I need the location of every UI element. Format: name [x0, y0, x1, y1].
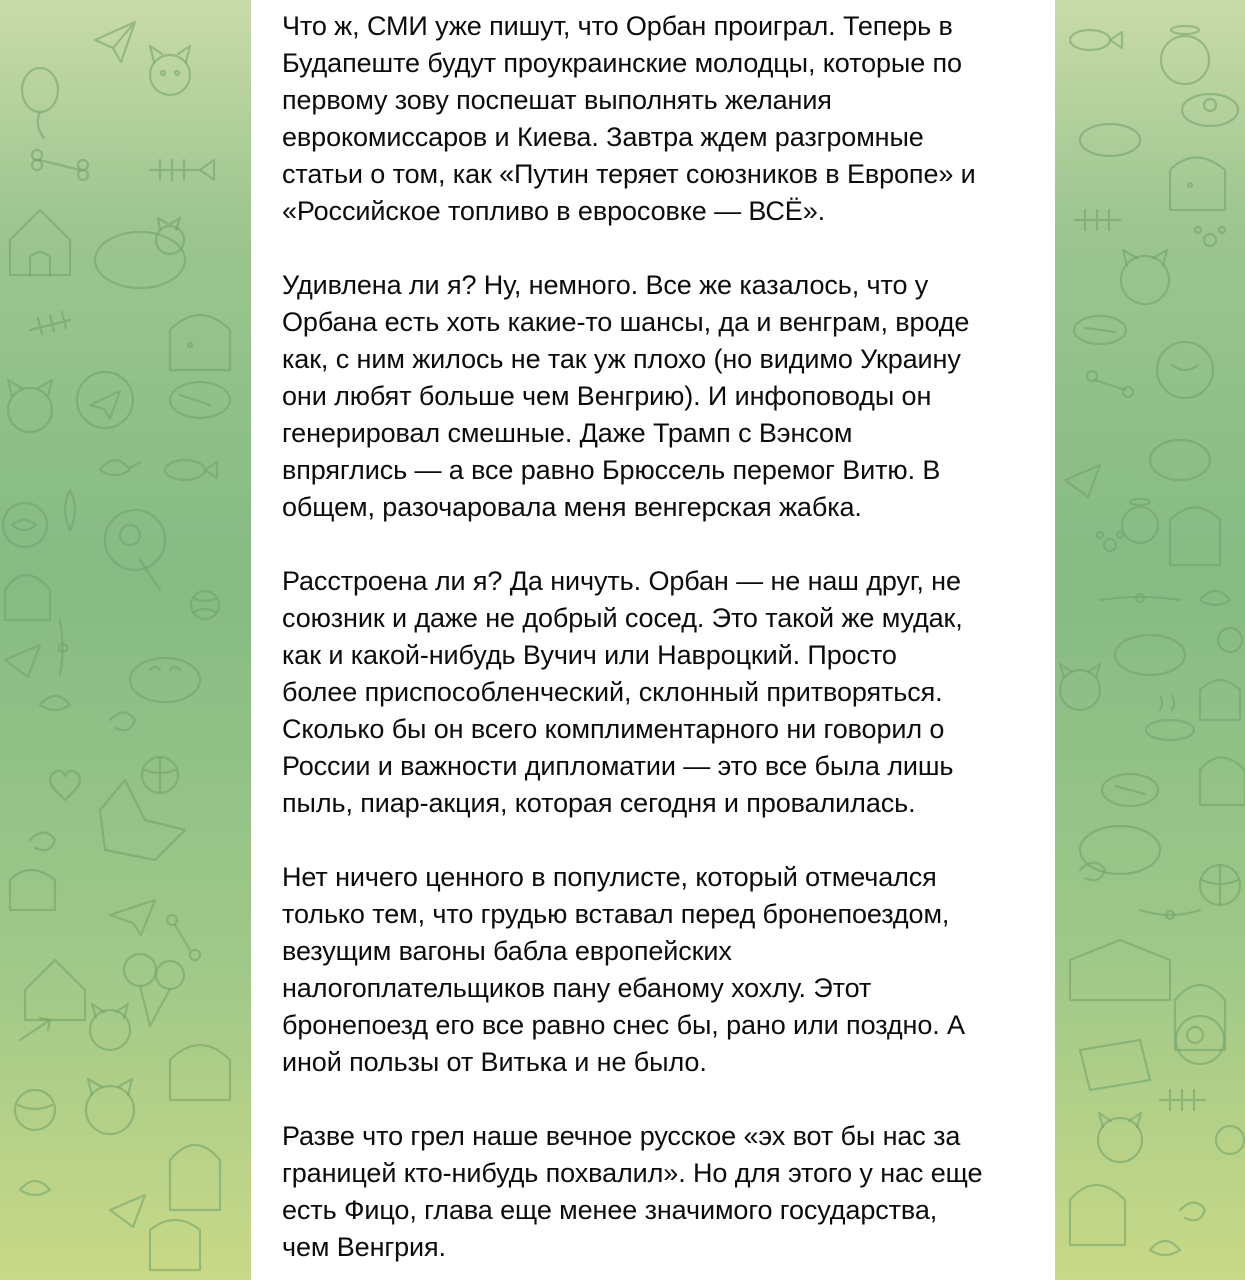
message-paragraph-5	[282, 1118, 1031, 1266]
bowl-icon	[1074, 316, 1126, 344]
cat-sitting-icon	[5, 575, 50, 620]
box-icon	[1070, 940, 1170, 1000]
cat-face-circle-icon	[1157, 342, 1213, 398]
fox-icon	[100, 780, 185, 860]
cat-angel-icon	[1122, 499, 1158, 543]
leaf-icon	[65, 490, 75, 530]
paper-plane-circle-icon	[77, 372, 133, 428]
cat-face-icon	[86, 1079, 134, 1134]
message-paragraph-3	[282, 563, 1031, 822]
ball-icon	[15, 1090, 55, 1130]
message-line: везущим вагоны бабла европейских	[282, 936, 732, 966]
ball-icon	[1216, 1126, 1244, 1154]
message-line: статьи о том, как «Путин теряет союзников в Европе» и	[282, 159, 976, 189]
bone-icon	[32, 150, 88, 180]
message-bubble[interactable]	[251, 0, 1055, 1280]
message-line: генерировал смешные. Даже Трамп с Вэнсом	[282, 418, 853, 448]
cat-sleeping-icon	[1115, 635, 1185, 675]
cat-curled-icon	[95, 218, 185, 288]
doghouse-icon	[25, 960, 85, 1020]
swirl-icon	[30, 833, 55, 851]
message-line: первому зову поспешат выполнять желания	[282, 85, 832, 115]
fish-icon	[165, 460, 217, 480]
collar-icon	[1100, 594, 1180, 602]
paper-plane-icon	[1065, 465, 1100, 497]
balloons-icon	[124, 954, 184, 1026]
paper-plane-icon	[110, 900, 155, 935]
bone-icon	[167, 915, 200, 960]
cat-face-icon	[150, 46, 190, 95]
bowl-icon	[1080, 124, 1140, 156]
dog-icon	[170, 315, 230, 370]
cat-icon	[1200, 680, 1240, 720]
message-line: Расстроена ли я? Да ничуть. Орбан — не наш друг, не	[282, 566, 961, 596]
message-text	[282, 8, 1031, 1266]
cat-curled-icon	[1080, 826, 1160, 874]
cat-angel-icon	[1161, 26, 1209, 84]
cat-magnifier-icon	[105, 510, 165, 590]
paw-icon	[1195, 227, 1225, 246]
bone-icon	[1087, 371, 1133, 397]
fish-skeleton-icon	[150, 160, 214, 180]
bird-icon	[40, 696, 70, 710]
dog-icon	[150, 1220, 200, 1270]
fish-skeleton-icon	[30, 312, 70, 334]
ball-icon	[1200, 865, 1240, 905]
doghouse-icon	[10, 210, 70, 275]
cat-bird-icon	[90, 1004, 130, 1050]
message-line: более приспособленческий, склонный притворяться.	[282, 677, 943, 707]
yarn-ball-icon	[1218, 628, 1242, 652]
message-paragraph-2	[282, 267, 1031, 526]
cat-icon	[170, 1045, 230, 1100]
paper-plane-icon	[95, 22, 135, 62]
bowl-icon	[1102, 774, 1158, 806]
bowl-icon	[1182, 94, 1238, 126]
message-line: союзник и даже не добрый сосед. Это такой же мудак,	[282, 603, 963, 633]
message-line: они любят больше чем Венгрию). И инфоповоды он	[282, 381, 932, 411]
message-line: пыль, пиар-акция, которая сегодня и провалилась.	[282, 788, 916, 818]
cat-magnifier-icon	[1176, 1016, 1224, 1064]
collar-icon	[59, 620, 67, 675]
bird-icon	[1200, 591, 1230, 605]
paper-plane-icon	[5, 645, 40, 677]
bird-icon	[1150, 1241, 1180, 1255]
message-line: бронепоезд его все равно снес бы, рано или поздно. А	[282, 1010, 965, 1040]
message-line: как, с ним жилось не так уж плохо (но видимо Украину	[282, 344, 961, 374]
dog-icon	[1170, 158, 1225, 211]
message-line: впряглись — а все равно Брюссель перемог Витю. В	[282, 455, 941, 485]
balloon-icon	[22, 68, 58, 138]
cat-icon	[1170, 508, 1220, 566]
swirl-icon	[1180, 1203, 1205, 1221]
message-line: чем Венгрия.	[282, 1232, 446, 1262]
cat-sleeping-icon	[130, 658, 200, 702]
message-line: как и какой-нибудь Вучич или Навроцкий. Просто	[282, 640, 897, 670]
message-line: только тем, что грудью вставал перед бронепоездом,	[282, 899, 950, 929]
message-paragraph-1	[282, 8, 1031, 230]
bird-icon	[20, 1181, 50, 1195]
message-line: границей кто-нибудь похвалил». Но для этого у нас еще	[282, 1158, 983, 1188]
cat-face-icon	[1098, 1113, 1142, 1162]
bowl-icon	[170, 382, 230, 418]
message-line: Сколько бы он всего комплиментарного ни говорил о	[282, 714, 945, 744]
message-line: налогоплательщиков пану ебаному хохлу. Этот	[282, 973, 872, 1003]
cat-sleeping-icon	[1150, 440, 1210, 480]
cat-face-icon	[1060, 664, 1100, 710]
dog-icon	[10, 870, 55, 910]
message-line: Будапеште будут проукраинские молодцы, которые по	[282, 48, 962, 78]
bird-icon	[100, 460, 140, 475]
paper-plane-icon	[110, 1195, 145, 1227]
cat-icon	[1121, 250, 1169, 304]
message-line: «Российское топливо в евросовке — ВСЁ».	[282, 196, 826, 226]
message-line: Нет ничего ценного в популисте, который отмечался	[282, 862, 937, 892]
fish-skeleton-icon	[1160, 1090, 1205, 1110]
collar-icon	[1140, 910, 1200, 919]
yarn-ball-icon	[191, 591, 219, 619]
message-line: Разве что грел наше вечное русское «эх вот бы нас за	[282, 1121, 961, 1151]
message-line: Что ж, СМИ уже пишут, что Орбан проиграл. Теперь в	[282, 11, 953, 41]
message-line: иной пользы от Витька и не было.	[282, 1047, 707, 1077]
message-line: еврокомиссаров и Киева. Завтра ждем разгромные	[282, 122, 924, 152]
cat-icon	[1070, 1185, 1125, 1245]
message-paragraph-4	[282, 859, 1031, 1081]
fish-skeleton-icon	[1075, 210, 1120, 230]
ball-icon	[142, 757, 178, 793]
swirl-icon	[110, 713, 135, 731]
cat-face-icon	[8, 380, 52, 432]
message-line: России и важности дипломатии — это все была лишь	[282, 751, 954, 781]
message-line: общем, разочаровала меня венгерская жабка.	[282, 492, 862, 522]
cat-sitting-icon	[170, 1145, 220, 1210]
paw-icon	[1097, 532, 1123, 551]
fish-steam-icon	[1146, 696, 1194, 740]
dog-icon	[1200, 758, 1245, 806]
fish-circle-icon	[3, 503, 47, 547]
message-line: Орбана есть хоть какие-то шансы, да и венграм, вроде	[282, 307, 970, 337]
arrow-icon	[20, 1018, 50, 1040]
heart-icon	[50, 771, 80, 800]
fish-icon	[1070, 30, 1122, 50]
message-line: Удивлена ли я? Ну, немного. Все же казалось, что у	[282, 270, 929, 300]
message-line: есть Фицо, глава еще менее значимого государства,	[282, 1195, 938, 1225]
box-icon	[1080, 1040, 1150, 1090]
